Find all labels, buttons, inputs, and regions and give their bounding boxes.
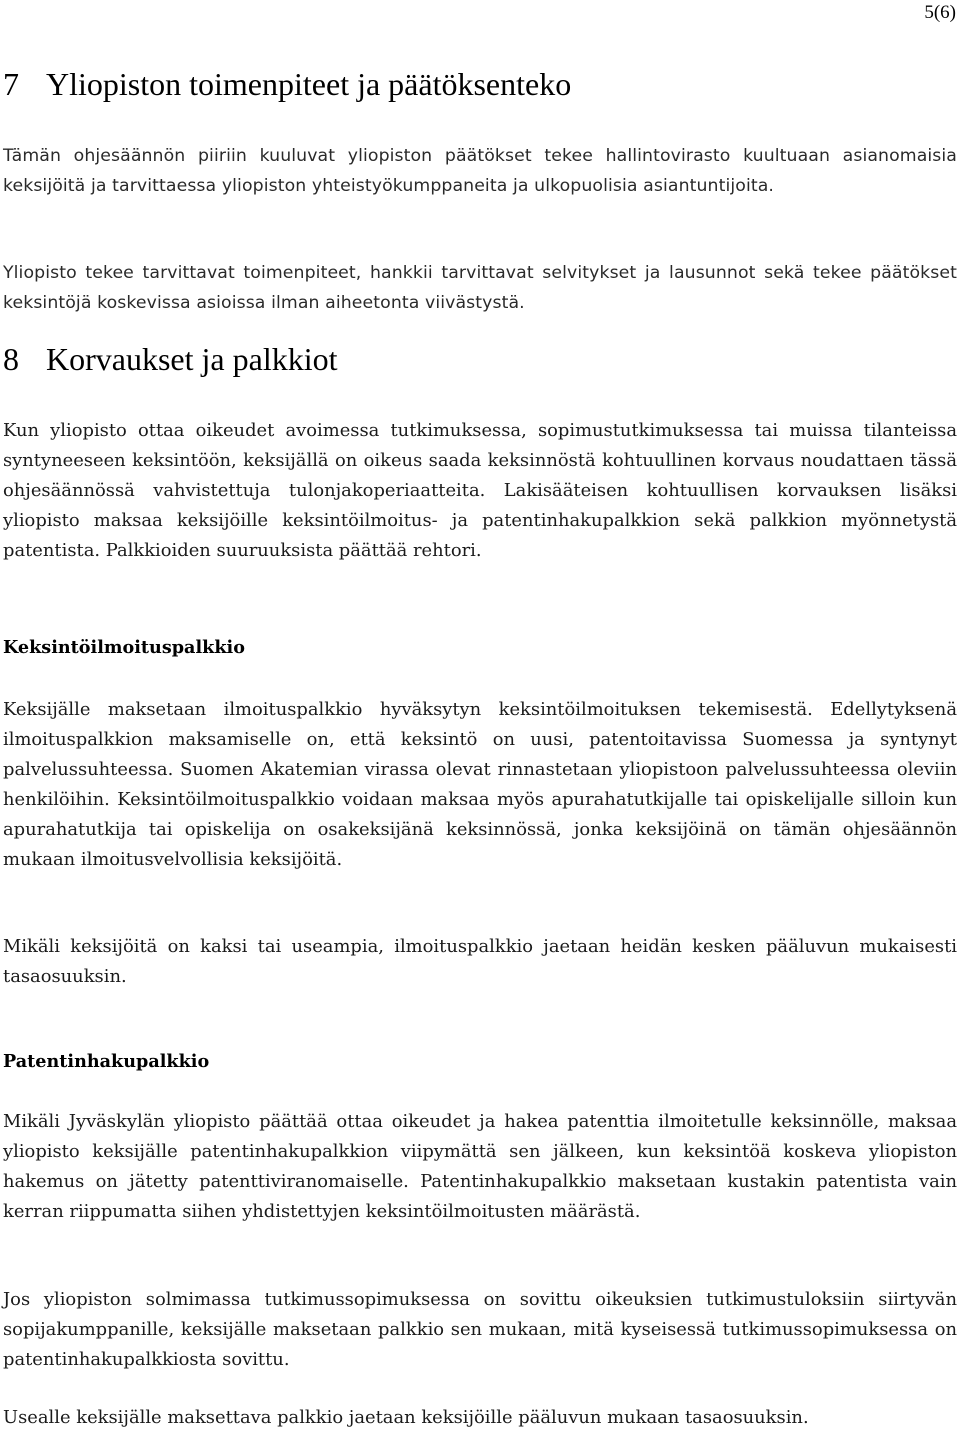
section-7-heading [3, 66, 571, 103]
section-8-heading [3, 341, 337, 378]
page-number: 5(6) [924, 2, 956, 23]
section-7-title: Yliopiston toimenpiteet ja päätöksenteko [46, 66, 572, 102]
ilmoituspalkkio-paragraph-1: Keksijälle maksetaan ilmoituspalkkio hyväksytyn keksintöilmoituksen tekemisestä. Edellytyksenä ilmoituspalkkion maksamiselle on, että keksintö on uusi, patentoitavissa Suomessa ja syntynyt palvelussuhteessa. Suomen Akatemian virassa olevat rinnastetaan yliopistoon palvelussuhteessa oleviin henkilöihin. Keksintöilmoituspalkkio voidaan maksaa myös apurahatutkijalle tai opiskelijalle silloin kun apurahatutkija tai opiskelija on osakeksijänä keksinnössä, jonka keksijöinä on tämän ohjesäännön mukaan ilmoitusvelvollisia keksijöitä. [3, 699, 957, 870]
subheading-keksintoilmoituspalkkio: Keksintöilmoituspalkkio [3, 637, 245, 658]
section-7-number: 7 [3, 66, 19, 102]
section-8-intro: Kun yliopisto ottaa oikeudet avoimessa tutkimuksessa, sopimustutkimuksessa tai muissa tilanteissa syntyneeseen keksintöön, keksijällä on oikeus saada keksinnöstä kohtuullinen korvaus noudattaen tässä ohjesäännössä vahvistettuja tulonjakoperiaatteita. Lakisääteisen kohtuullisen korvauksen lisäksi yliopisto maksaa keksijöille keksintöilmoitus- ja patentinhakupalkkion sekä palkkion myönnetystä patentista. Palkkioiden suuruuksista päättää rehtori. [3, 420, 957, 561]
patentinhakupalkkio-paragraph-3: Usealle keksijälle maksettava palkkio jaetaan keksijöille pääluvun mukaan tasaosuuksin. [3, 1407, 809, 1428]
patentinhakupalkkio-paragraph-2: Jos yliopiston solmimassa tutkimussopimuksessa on sovittu oikeuksien tutkimustuloksiin siirtyvän sopijakumppanille, keksijälle maksetaan palkkio sen mukaan, mitä kyseisessä tutkimussopimuksessa on patentinhakupalkkiosta sovittu. [3, 1289, 957, 1370]
patentinhakupalkkio-paragraph-1: Mikäli Jyväskylän yliopisto päättää ottaa oikeudet ja hakea patenttia ilmoitetulle keksinnölle, maksaa yliopisto keksijälle patentinhakupalkkion viipymättä sen jälkeen, kun keksintöä koskeva yliopiston hakemus on jätetty patenttiviranomaiselle. Patentinhakupalkkio maksetaan kustakin patentista vain kerran riippumatta siihen yhdistettyjen keksintöilmoitusten määrästä. [3, 1111, 957, 1222]
section-8-title: Korvaukset ja palkkiot [46, 341, 338, 377]
section-7-paragraph-2: Yliopisto tekee tarvittavat toimenpiteet, hankkii tarvittavat selvitykset ja lausunnot sekä tekee päätökset keksintöjä koskevissa asioissa ilman aiheetonta viivästystä. [3, 263, 957, 313]
section-7-paragraph-1: Tämän ohjesäännön piiriin kuuluvat yliopiston päätökset tekee hallintovirasto kuultuaan asianomaisia keksijöitä ja tarvittaessa yliopiston yhteistyökumppaneita ja ulkopuolisia asiantuntijoita. [3, 146, 957, 196]
subheading-patentinhakupalkkio: Patentinhakupalkkio [3, 1051, 210, 1072]
section-8-number: 8 [3, 341, 19, 377]
ilmoituspalkkio-paragraph-2: Mikäli keksijöitä on kaksi tai useampia, ilmoituspalkkio jaetaan heidän kesken pääluvun mukaisesti tasaosuuksin. [3, 936, 957, 987]
